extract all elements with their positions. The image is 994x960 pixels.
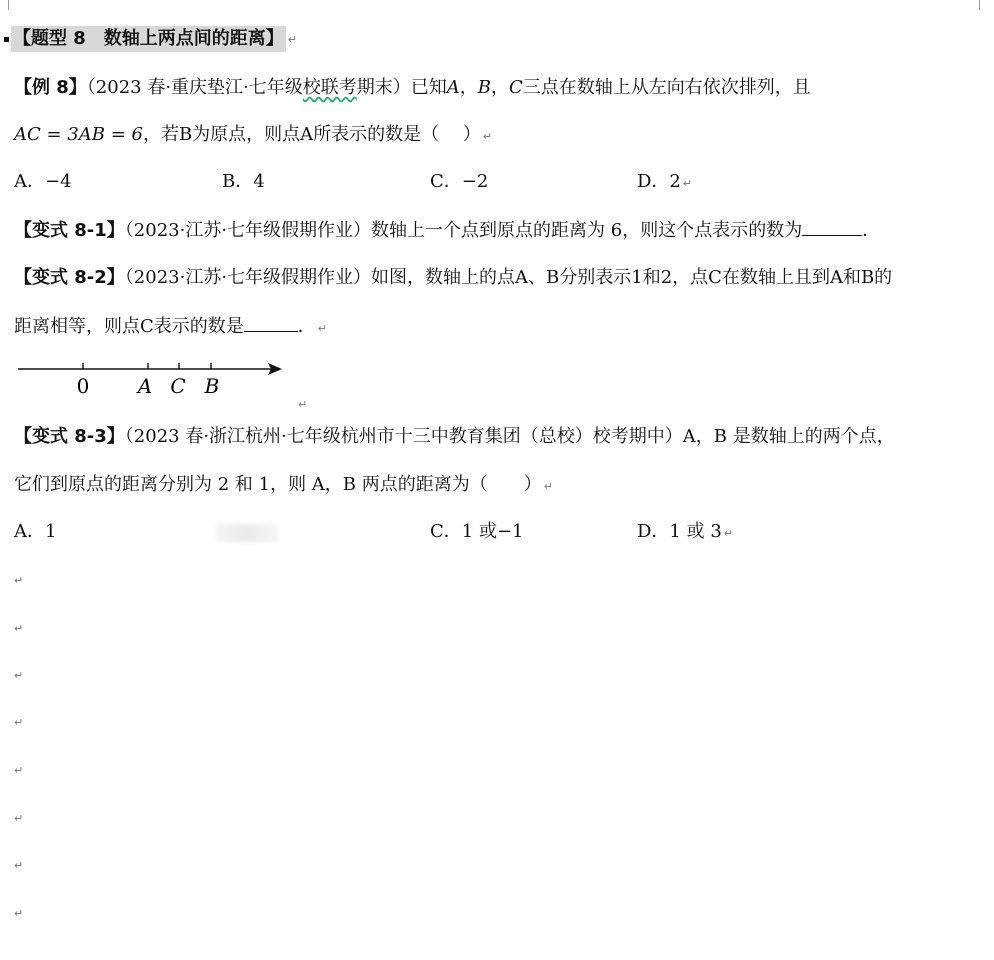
example-8-equation: AC = 3AB = 6 (14, 124, 143, 145)
variant-8-3-line-2 (14, 473, 553, 499)
tick-label-a: A (137, 374, 153, 398)
paragraph-mark: ↵ (317, 322, 327, 335)
empty-paragraph-mark: ↵ (14, 812, 24, 825)
section-title: 【题型 8 数轴上两点间的距离】 (11, 26, 286, 52)
variant-8-3-option-d (637, 520, 733, 546)
example-8-source-end: 期末）已知 (356, 77, 447, 98)
empty-paragraph-mark: ↵ (14, 574, 24, 587)
empty-paragraph-mark: ↵ (14, 764, 24, 777)
answer-blank (802, 217, 862, 236)
paragraph-mark: ↵ (287, 32, 298, 46)
example-8-source-wavy: 校联考 (302, 77, 357, 98)
comma: ， (491, 77, 510, 98)
example-8-option-c: C．−2 (430, 171, 489, 192)
example-8-question: ，若B为原点，则点A所表示的数是（ ） (142, 124, 481, 145)
variant-8-3-label: 【变式 8-3】 (14, 426, 125, 447)
variant-8-2-label: 【变式 8-2】 (14, 267, 125, 288)
empty-paragraph-mark: ↵ (14, 716, 24, 729)
number-line-figure (14, 355, 294, 400)
period: ． (862, 220, 881, 241)
example-8-source: （2023 春·重庆垫江·七年级 (86, 77, 303, 98)
variant-8-3-text-1: （2023 春·浙江杭州·七年级杭州市十三中教育集团（总校）校考期中）A，B 是数轴上的两个点， (124, 426, 895, 447)
empty-paragraph-mark: ↵ (14, 622, 24, 635)
comma: ， (459, 77, 478, 98)
section-title-row (4, 26, 297, 52)
point-a: A (446, 77, 460, 98)
tick-label-c: C (170, 374, 186, 398)
page-corner-mark-left (8, 0, 9, 10)
variant-8-1 (14, 217, 880, 243)
variant-8-3-option-a: A．1 (14, 521, 57, 542)
period: ． (297, 316, 316, 337)
paragraph-mark: ↵ (723, 527, 733, 540)
tick-label-b: B (204, 374, 220, 398)
example-8-option-a: A．−4 (14, 171, 72, 192)
empty-paragraph-mark: ↵ (14, 907, 24, 920)
variant-8-3-option-d-text: D．1 或 3 (637, 521, 722, 542)
variant-8-2-text-2: 距离相等，则点C表示的数是 (14, 316, 244, 337)
paragraph-mark: ↵ (298, 398, 308, 411)
variant-8-2-line-2 (14, 313, 327, 341)
page-corner-mark-right (979, 0, 980, 10)
variant-8-1-text: （2023·江苏·七年级假期作业）数轴上一个点到原点的距离为 6，则这个点表示的数为 (124, 220, 803, 241)
example-8-line-2 (14, 123, 492, 149)
point-c: C (509, 77, 523, 98)
example-8-line-1 (14, 76, 811, 100)
variant-8-1-label: 【变式 8-1】 (14, 220, 125, 241)
example-8-label: 【例 8】 (14, 77, 87, 98)
example-8-option-d-text: D．2 (637, 171, 681, 192)
empty-paragraph-mark: ↵ (14, 669, 24, 682)
erased-option-b (216, 524, 278, 542)
example-8-option-d (637, 170, 692, 196)
point-b: B (477, 77, 492, 98)
variant-8-3-line-1 (14, 425, 895, 449)
empty-paragraph-mark: ↵ (14, 859, 24, 872)
variant-8-2-line-1 (14, 266, 892, 290)
paragraph-mark: ↵ (682, 177, 693, 190)
answer-blank (244, 313, 298, 332)
paragraph-mark: ↵ (543, 480, 553, 493)
variant-8-2-text-1: （2023·江苏·七年级假期作业）如图，数轴上的点A、B分别表示1和2，点C在数轴上且到A和B的 (124, 267, 893, 288)
variant-8-3-text-2: 它们到原点的距离分别为 2 和 1，则 A，B 两点的距离为（ ） (14, 474, 542, 495)
example-8-option-b: B．4 (222, 171, 265, 192)
paragraph-mark: ↵ (482, 130, 493, 143)
title-bullet (4, 37, 9, 42)
example-8-text: 三点在数轴上从左向右依次排列，且 (522, 77, 811, 98)
variant-8-3-option-c: C．1 或−1 (430, 521, 524, 542)
tick-label-0: 0 (76, 374, 90, 398)
